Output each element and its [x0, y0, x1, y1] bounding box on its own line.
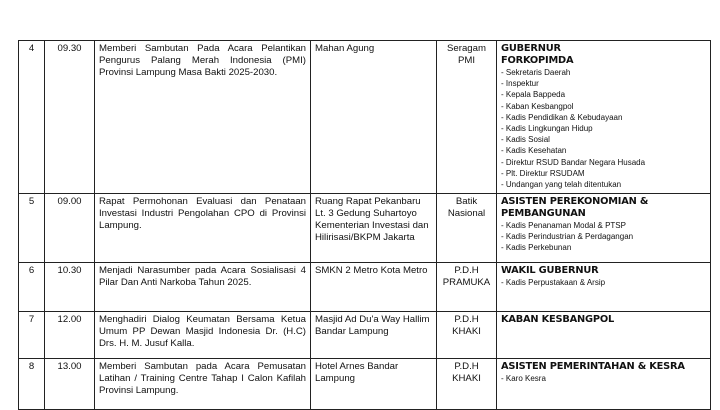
- row-dress-code: P.D.H PRAMUKA: [437, 263, 497, 312]
- row-time: 12.00: [45, 312, 95, 359]
- attendee-item: - Kadis Perindustrian & Perdagangan: [501, 231, 706, 242]
- row-officials: [497, 41, 711, 194]
- row-officials: [497, 194, 711, 263]
- attendee-item: - Kadis Penanaman Modal & PTSP: [501, 220, 706, 231]
- row-location: SMKN 2 Metro Kota Metro: [311, 263, 437, 312]
- attendee-list: [501, 373, 706, 384]
- table-row: [19, 263, 711, 312]
- row-time: 10.30: [45, 263, 95, 312]
- row-agenda: Menjadi Narasumber pada Acara Sosialisasi 4 Pilar Dan Anti Narkoba Tahun 2025.: [95, 263, 311, 312]
- row-location: Mahan Agung: [311, 41, 437, 194]
- attendee-item: - Sekretaris Daerah: [501, 67, 706, 78]
- row-agenda: Memberi Sambutan Pada Acara Pelantikan Pengurus Palang Merah Indonesia (PMI) Provinsi Lampung Masa Bakti 2025-2030.: [95, 41, 311, 194]
- row-location: Masjid Ad Du'a Way Hallim Bandar Lampung: [311, 312, 437, 359]
- attendee-item: - Kadis Perkebunan: [501, 242, 706, 253]
- official-heading: ASISTEN PEMERINTAHAN & KESRA: [501, 361, 685, 372]
- attendee-item: - Kadis Pendidikan & Kebudayaan: [501, 112, 706, 123]
- attendee-item: - Kepala Bappeda: [501, 89, 706, 100]
- attendee-list: [501, 220, 706, 254]
- attendee-item: - Kadis Sosial: [501, 134, 706, 145]
- row-dress-code: Seragam PMI: [437, 41, 497, 194]
- row-time: 09.00: [45, 194, 95, 263]
- attendee-item: - Kadis Kesehatan: [501, 145, 706, 156]
- row-agenda: Menghadiri Dialog Keumatan Bersama Ketua Umum PP Dewan Masjid Indonesia Dr. (H.C) Drs. H. M. Jusuf Kalla.: [95, 312, 311, 359]
- official-heading: ASISTEN PEREKONOMIAN & PEMBANGUNAN: [501, 196, 649, 219]
- attendee-item: - Kadis Perpustakaan & Arsip: [501, 277, 706, 288]
- row-number: 8: [19, 359, 45, 410]
- row-dress-code: P.D.H KHAKI: [437, 359, 497, 410]
- attendee-item: - Undangan yang telah ditentukan: [501, 179, 706, 190]
- row-agenda: Rapat Permohonan Evaluasi dan Penataan Investasi Industri Pengolahan CPO di Provinsi Lampung.: [95, 194, 311, 263]
- official-heading: GUBERNUR: [501, 43, 561, 54]
- schedule-body: [19, 41, 711, 410]
- row-officials: [497, 263, 711, 312]
- row-location: Ruang Rapat Pekanbaru Lt. 3 Gedung Suhartoyo Kementerian Investasi dan Hilirisasi/BKPM Jakarta: [311, 194, 437, 263]
- attendee-item: - Karo Kesra: [501, 373, 706, 384]
- official-heading: FORKOPIMDA: [501, 55, 574, 66]
- attendee-list: [501, 67, 706, 190]
- attendee-list: [501, 277, 706, 288]
- row-dress-code: Batik Nasional: [437, 194, 497, 263]
- table-row: [19, 194, 711, 263]
- row-officials: [497, 359, 711, 410]
- official-heading: WAKIL GUBERNUR: [501, 265, 599, 276]
- table-row: [19, 312, 711, 359]
- attendee-item: - Direktur RSUD Bandar Negara Husada: [501, 157, 706, 168]
- table-row: [19, 41, 711, 194]
- row-number: 7: [19, 312, 45, 359]
- official-heading: KABAN KESBANGPOL: [501, 314, 615, 325]
- row-number: 5: [19, 194, 45, 263]
- row-time: 09.30: [45, 41, 95, 194]
- schedule-table: [18, 40, 711, 410]
- row-time: 13.00: [45, 359, 95, 410]
- table-row: [19, 359, 711, 410]
- row-location: Hotel Arnes Bandar Lampung: [311, 359, 437, 410]
- attendee-item: - Kaban Kesbangpol: [501, 101, 706, 112]
- row-number: 6: [19, 263, 45, 312]
- row-number: 4: [19, 41, 45, 194]
- attendee-item: - Inspektur: [501, 78, 706, 89]
- attendee-item: - Plt. Direktur RSUDAM: [501, 168, 706, 179]
- attendee-item: - Kadis Lingkungan Hidup: [501, 123, 706, 134]
- row-agenda: Memberi Sambutan pada Acara Pemusatan Latihan / Training Centre Tahap I Calon Kafilah Provinsi Lampung.: [95, 359, 311, 410]
- row-officials: [497, 312, 711, 359]
- row-dress-code: P.D.H KHAKI: [437, 312, 497, 359]
